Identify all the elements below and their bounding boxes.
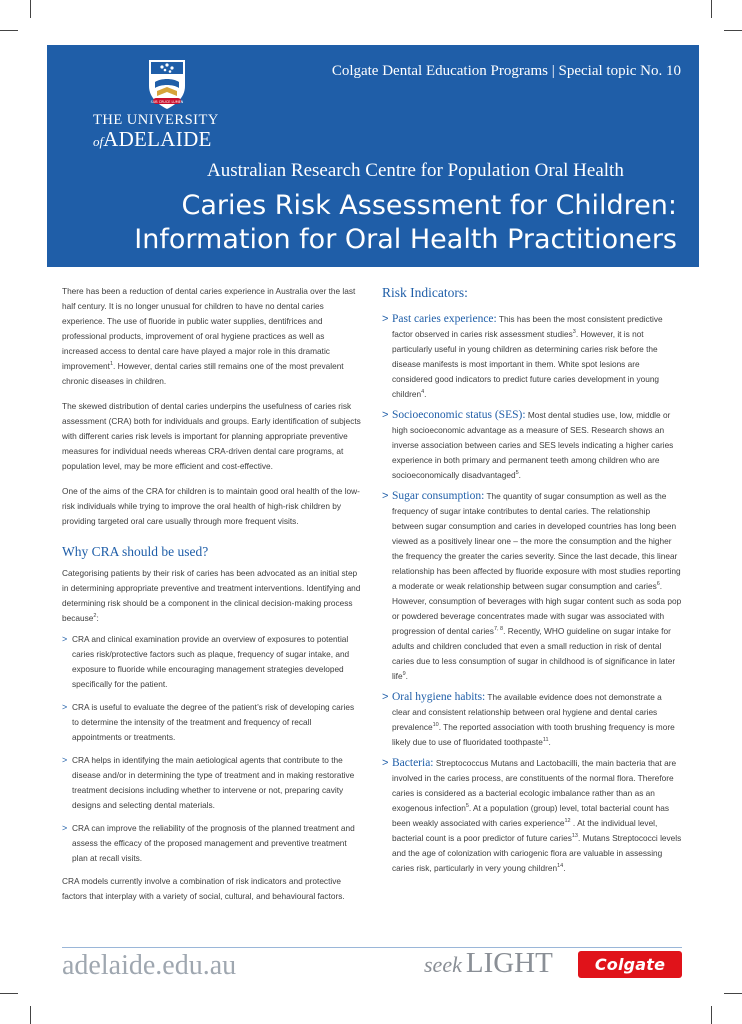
text: : [96,613,99,623]
text: . [548,737,551,747]
citation: 10 [432,722,439,729]
crop-mark [724,993,742,994]
citation: 9 [402,671,406,678]
paragraph: CRA models currently involve a combination of risk indicators and protective factors that interplay with a variety of social, cultural, and behavioural factors. [62,876,345,901]
university-name: ADELAIDE [103,127,212,151]
text: . [405,671,408,681]
crop-mark [711,0,712,18]
citation: 12 [564,818,571,825]
title-line2: Information for Oral Health Practitioners [134,224,677,255]
citation: 13 [571,833,578,840]
text: . At the individual level, bacterial count is a poor predictor of future caries [392,818,658,843]
university-of: of [93,134,104,149]
colgate-logo: Colgate [578,951,682,978]
risk-item-heading: Sugar consumption: [392,490,485,502]
text: . Recently, WHO guideline on sugar intake for adults and children concluded that even a small reduction in risk of dental caries due to less consumption of sugar in childhood is of significance in later life [392,626,676,681]
risk-item-ses [382,408,682,483]
left-column [62,284,362,914]
citation: 5 [465,803,469,810]
citation: 6 [656,581,660,588]
section-heading-risk-indicators: Risk Indicators: [382,285,468,300]
text: . [563,863,566,873]
text: . However, dental caries still remains one of the most prevalent chronic diseases in children. [62,361,344,386]
university-line2 [93,128,223,153]
list-item: > CRA is useful to evaluate the degree of the patient’s risk of developing caries to determine the intensity of the treatment and frequency of recall appointments or treatments. [62,700,362,745]
risk-item-past-caries [382,312,682,402]
header-banner [47,45,699,267]
risk-item-heading: Oral hygiene habits: [392,691,486,703]
section-heading-why-cra: Why CRA should be used? [62,544,209,559]
text: Categorising patients by their risk of caries has been advocated as an initial step in determining appropriate preventive and treatment interventions. Identifying and determining risk should be a component in the clinical decision-making process because [62,568,361,623]
intro-paragraph [62,284,362,389]
citation: 5 [515,470,519,477]
footer-divider [62,947,682,948]
right-column [382,284,682,882]
text: Streptococcus Mutans and Lactobacilli, the main bacteria that are involved in the caries process, are constituents of the normal flora. Therefore caries is considered as a bacterial ecologic imbalance rather than as an exogenous infection [392,758,677,813]
risk-item-heading: Past caries experience: [392,313,497,325]
crop-mark [0,30,18,31]
text: This has been the most consistent predictive factor observed in caries risk assessment studies [392,314,663,339]
citation: 3 [572,329,576,336]
paragraph [62,566,362,626]
crop-mark [30,0,31,18]
crop-mark [711,1006,712,1024]
text: The quantity of sugar consumption as well as the frequency of sugar intake contributes to dental caries. The relationship between sugar consumption and caries in developed countries has long been viewed as a positively linear one – the more the consumption and the higher the frequency the greater the caries severity. Since the last decade, this linear relationship has been affected by fluoride exposure with most studies reporting a moderate or weak relationship between sugar consumption and caries [392,491,681,591]
citation: 2 [93,613,97,620]
risk-item-oral-hygiene [382,690,682,750]
crest-motto: SUB CRUCE LUMEN [150,99,184,104]
seek-word: seek [424,952,462,977]
paragraph: The skewed distribution of dental caries underpins the usefulness of caries risk assessment (CRA) both for individuals and groups. Early identification of subjects with different caries risk levels is important for planning appropriate preventive measures for individual needs whereas CRA-driven dental care programs, at population level, may be more efficient and cost-effective. [62,401,361,471]
list-item: > CRA helps in identifying the main aetiological agents that contribute to the disease and/or in determining the type of treatment and in making restorative treatment decisions including whether to intervene or not, preparing cavity designs and selecting dental materials. [62,753,362,813]
text: . At a population (group) level, total bacterial count has been weakly associated with caries experience [392,803,670,828]
citation: 11 [542,737,549,744]
citation: 1 [109,361,114,368]
citation: 7, 8 [493,626,504,633]
paragraph: One of the aims of the CRA for children is to maintain good oral health of the low-risk individuals while trying to improve the oral health of high-risk children by providing targeted oral care usually through more frequent visits. [62,486,360,526]
list-item: > CRA can improve the reliability of the prognosis of the planned treatment and assess the efficacy of the proposed management and preventive treatment plan at recall visits. [62,821,362,866]
crop-mark [30,1006,31,1024]
seek-light-logo [424,947,553,980]
series-label: Colgate Dental Education Programs | Special topic No. 10 [331,63,681,79]
citation: 4 [421,389,425,396]
text: . Mutans Streptococci levels and the age of colonization with cariogenic flora are valuable in assessing caries risk, particularly in very young children [392,833,682,873]
risk-item-sugar [382,489,682,684]
crop-mark [724,30,742,31]
text: There has been a reduction of dental caries experience in Australia over the last half century. It is no longer unusual for children to have no dental caries experience. The use of fluoride in public water supplies, dentifrices and professional products, improvement of oral hygiene practices as well as increased access to dental care have played a major role in this dramatic improvement [62,286,356,371]
risk-item-heading: Bacteria: [392,757,434,769]
list-item: > CRA and clinical examination provide an overview of exposures to potential caries risk/protective factors such as plaque, frequency of sugar intake, and exposure to fluoride while encouraging management strategies developed specifically for the patient. [62,632,362,692]
title-line1: Caries Risk Assessment for Children: [181,190,677,221]
risk-item-bacteria [382,756,682,876]
text: . However, it is not particularly useful in young children as determining caries risk before the disease manifests is most important in them. White spot lesions are considered good indicators to predict future caries development in young children [392,329,660,399]
text: . However, consumption of beverages with high sugar content such as soda pop or powdered beverage concentrates made with sugar was associated with progression of dental caries [392,581,682,636]
text: . [518,470,521,480]
text: Most dental studies use, low, middle or high socioeconomic advantage as a measure of SES. Research shows an inverse association between caries and SES levels indicating a higher caries experience in both primary and permanent teeth among children who are socioeconomically disadvantaged [392,410,674,480]
page-title [57,189,677,257]
crest-icon [147,58,187,110]
text: The available evidence does not demonstrate a clear and consistent relationship between oral hygiene and dental caries prevalence [392,692,662,732]
university-line1: THE UNIVERSITY [93,112,219,128]
text: . [424,389,427,399]
research-centre: Australian Research Centre for Population Oral Health [207,160,624,181]
citation: 14 [557,863,564,870]
light-word: LIGHT [465,947,553,979]
footer-url[interactable]: adelaide.edu.au [62,950,237,981]
university-logo [93,58,223,153]
text: . The reported association with tooth brushing frequency is more likely due to use of fluoridated toothpaste [392,722,675,747]
crop-mark [0,993,18,994]
risk-item-heading: Socioeconomic status (SES): [392,409,526,421]
